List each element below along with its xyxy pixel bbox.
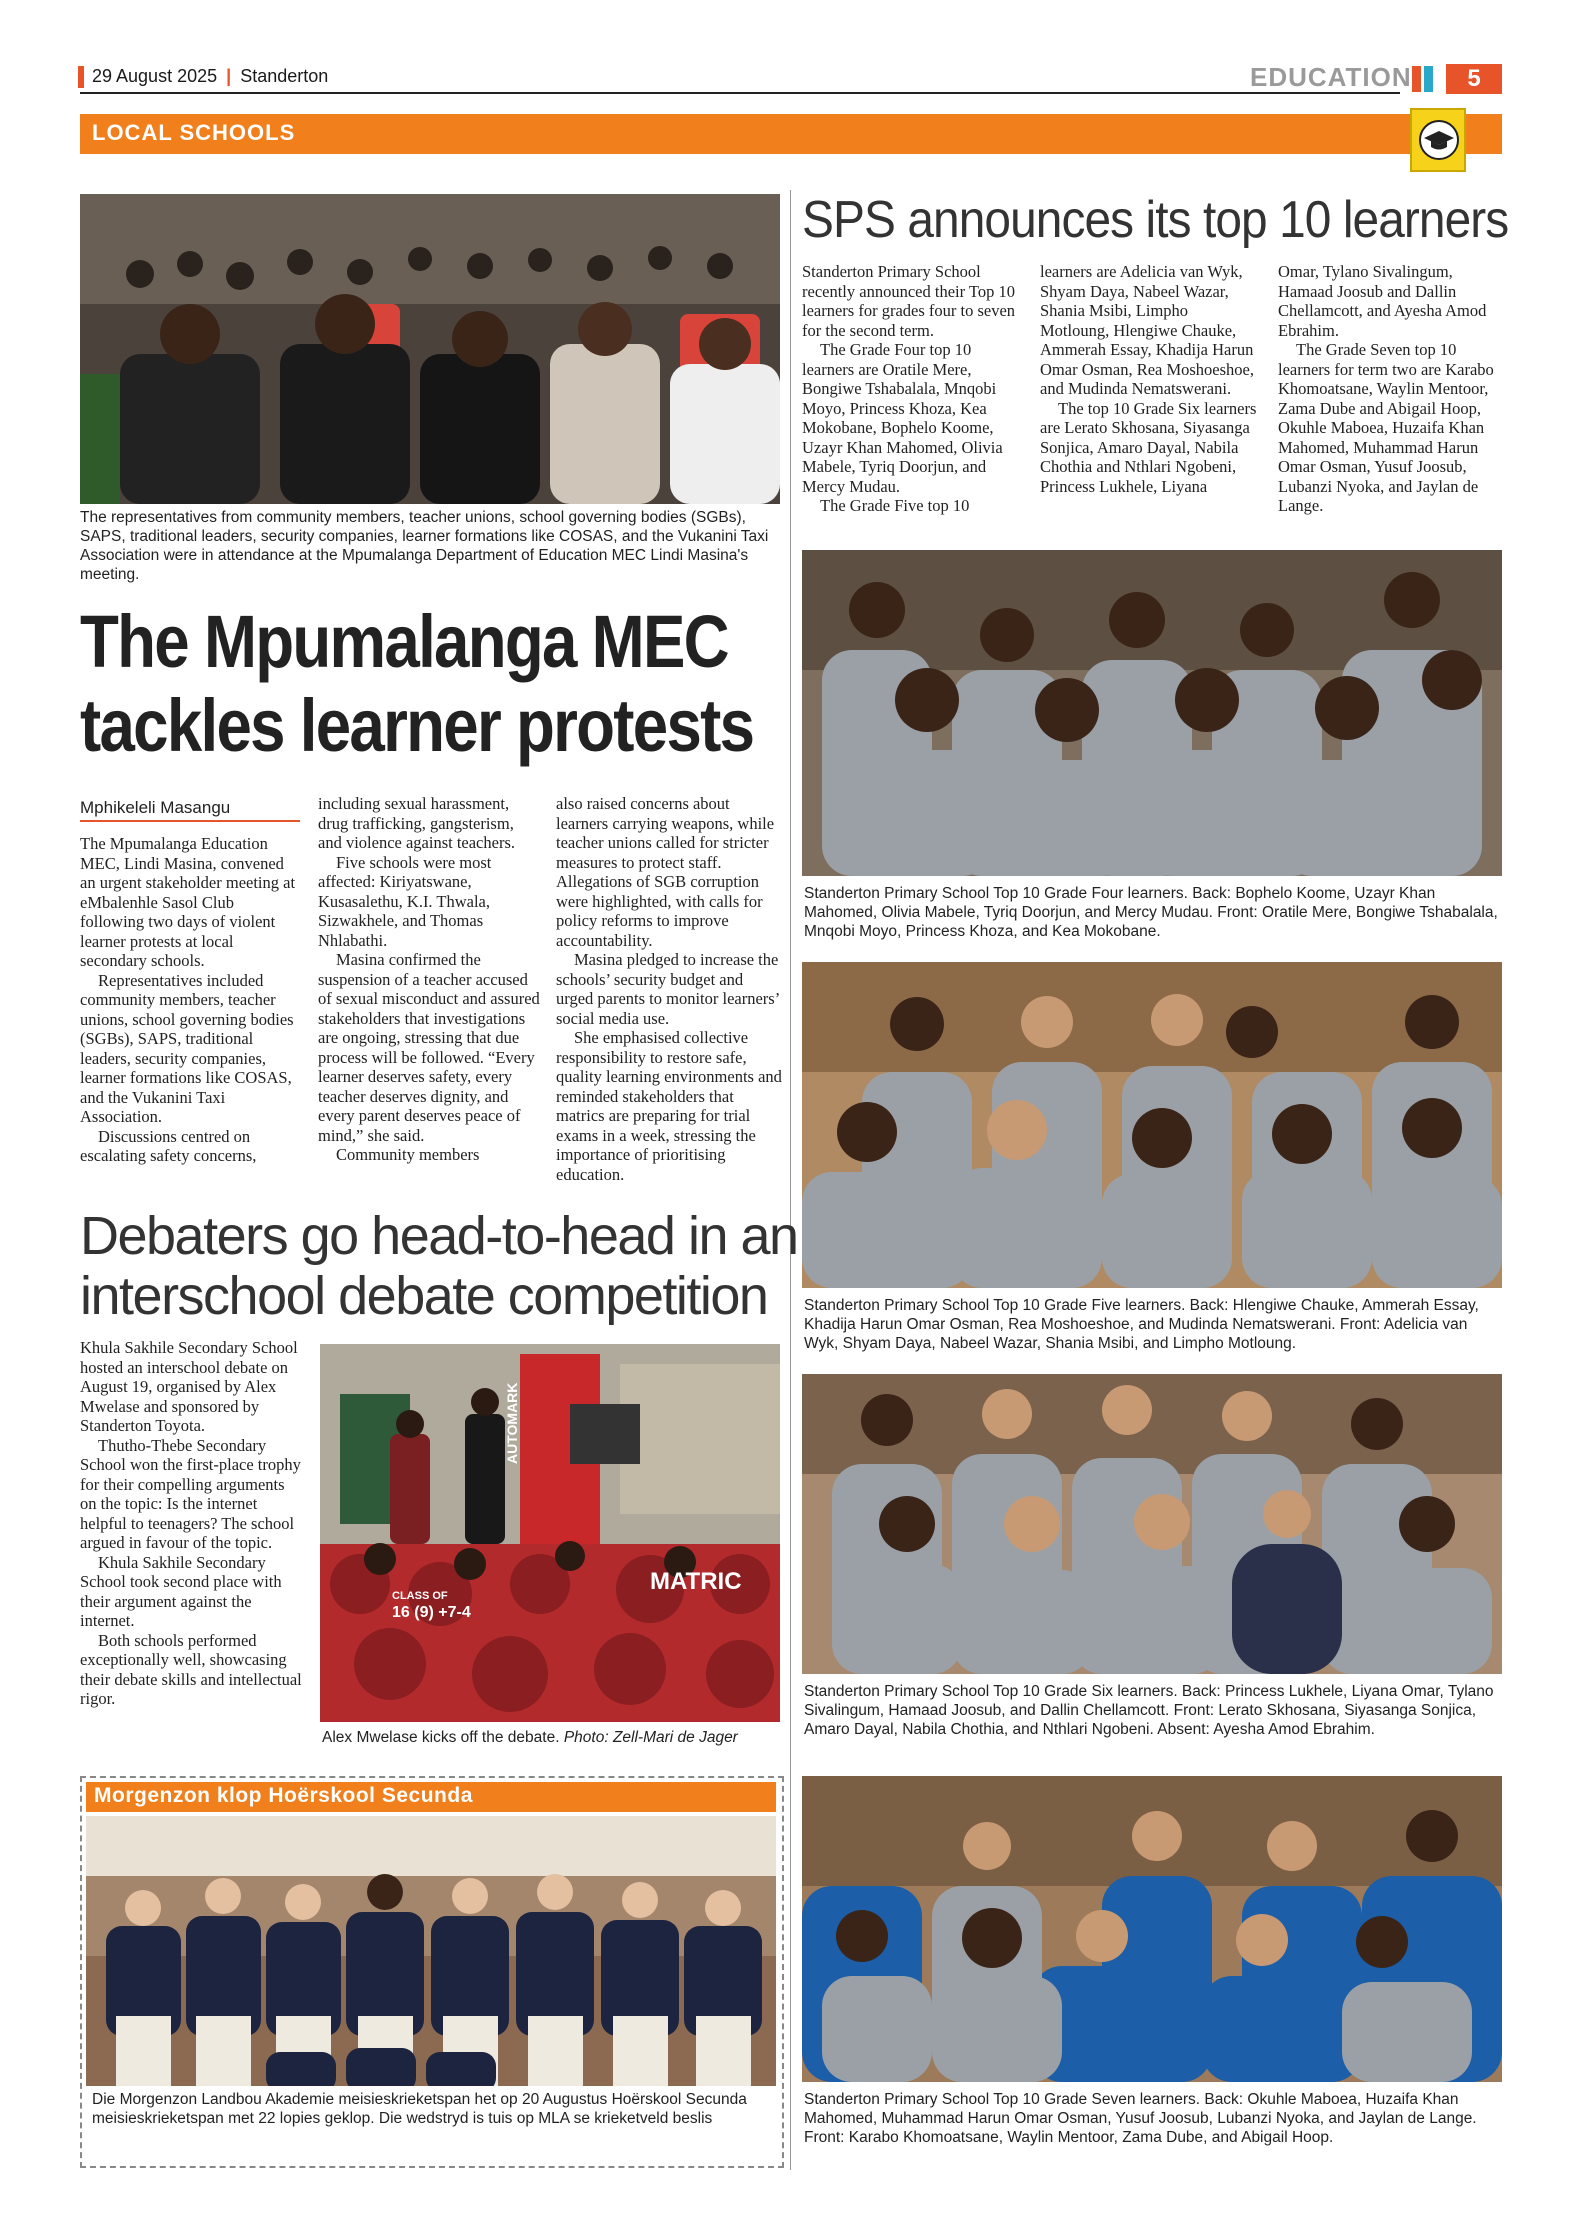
grade-five-caption: Standerton Primary School Top 10 Grade Five learners. Back: Hlengiwe Chauke, Ammerah Essay, Khadija Harun Omar Osman, Rea Moshoeshoe, and Mudinda Nematswerani. Front: Adelicia van Wyk, Shyam Daya, Nabeel Wazar, Shania Msibi, and Limpho Motloung. (804, 1297, 1479, 1352)
header-accent-bar (78, 66, 84, 88)
section-title: EDUCATION (1250, 62, 1412, 92)
mec-c2-p3: Masina confirmed the suspension of a teacher accused of sexual misconduct and assured stakeholders that investigations are ongoing, stressing that due process will be followed. “Every learner deserves safety, every teacher deserves dignity, and every parent deserves peace of mind,” she said. (318, 950, 540, 1145)
debate-photo-caption (322, 1728, 782, 1747)
cricket-team-photo (86, 1816, 776, 2086)
mec-byline: Mphikeleli Masangu (80, 798, 231, 817)
debate-photo-credit: Photo: Zell-Mari de Jager (563, 1729, 738, 1746)
column-divider (790, 190, 791, 2170)
debate-class-text: CLASS OF (392, 1590, 448, 1602)
color-block-blue (1424, 66, 1433, 92)
afrikaans-title: Morgenzon klop Hoërskool Secunda (94, 1784, 473, 1807)
mec-column-2 (318, 794, 540, 1165)
issue-date (92, 66, 328, 87)
graduation-cap-icon (1410, 108, 1466, 172)
sps-c3-p2: The Grade Seven top 10 learners for term two are Karabo Khomoatsane, Waylin Mentoor, Zama Dube and Abigail Hoop, Okuhle Maboea, Huzaifa Khan Mahomed, Muhammad Harun Omar Osman, Yusuf Joosub, Lubanzi Nyoka, and Jaylan de Lange. (1278, 340, 1494, 515)
mec-c1-p1: The Mpumalanga Education MEC, Lindi Masina, convened an urgent stakeholder meeting at eMbalenhle Sasol Club following two days of violent learner protests at local secondary schools. (80, 834, 296, 970)
grade-four-caption: Standerton Primary School Top 10 Grade Four learners. Back: Bophelo Koome, Uzayr Khan Mahomed, Olivia Mabele, Tyriq Doorjun, and Mercy Mudau. Front: Oratile Mere, Bongiwe Tshabalala, Mnqobi Moyo, Princess Khoza, and Kea Mokobane. (804, 885, 1498, 940)
header-rule (80, 92, 1400, 94)
mec-c3-p3: She emphasised collective responsibility to restore safe, quality learning environments and reminded stakeholders that matrics are preparing for trial exams in a week, stressing the importance of prioritising education. (556, 1028, 782, 1184)
debate-headline (80, 1206, 800, 1326)
sps-c1-p2: The Grade Four top 10 learners are Oratile Mere, Bongiwe Tshabalala, Mnqobi Moyo, Princess Khoza, Kea Mokobane, Bophelo Koome, Uzayr Khan Mahomed, Olivia Mabele, Tyriq Doorjun, and Mercy Mudau. (802, 340, 1003, 496)
debate-column (80, 1338, 302, 1709)
section-banner-label: LOCAL SCHOOLS (92, 120, 296, 145)
sps-c1-p3: The Grade Five top 10 (820, 496, 970, 515)
debate-headline-line1: Debaters go head-to-head in an (80, 1206, 798, 1266)
debate-p4: Both schools performed exceptionally well, showcasing their debate skills and intellectual rigor. (80, 1630, 302, 1708)
debate-p3: Khula Sakhile Secondary School took second place with their argument against the internet. (80, 1552, 282, 1630)
cricket-caption: Die Morgenzon Landbou Akademie meisieskrieketspan het op 20 Augustus Hoërskool Secunda meisieskrieketspan met 22 lopies geklop. Die wedstryd is tuis op MLA se krieketveld beslis (92, 2091, 747, 2127)
color-block-orange (1412, 66, 1421, 92)
location-text: Standerton (240, 66, 329, 86)
sps-c1-p1: Standerton Primary School recently announced their Top 10 learners for grades four to seven for the second term. (802, 262, 1016, 340)
debate-caption-text: Alex Mwelase kicks off the debate. (322, 1729, 560, 1746)
grade-six-photo (802, 1374, 1502, 1674)
debate-shirt-text: MATRIC (650, 1568, 742, 1595)
mec-meeting-photo (80, 194, 780, 504)
debate-headline-line2: interschool debate competition (80, 1266, 768, 1326)
grade-six-caption: Standerton Primary School Top 10 Grade Six learners. Back: Princess Lukhele, Liyana Omar, Tylano Sivalingum, Hamaad Joosub, and Dallin Chellamcott. Front: Lerato Skhosana, Siyasanga Sonjica, Amaro Dayal, Nabila Chothia, and Nthlari Ngobeni. Absent: Ayesha Amod Ebrahim. (804, 1683, 1494, 1738)
grade-seven-caption: Standerton Primary School Top 10 Grade Seven learners. Back: Okuhle Maboea, Huzaifa Khan Mahomed, Muhammad Harun Omar Osman, Yusuf Joosub, Lubanzi Nyoka, and Jaylan de Lange. Front: Karabo Khomoatsane, Waylin Mentoor, Zama Dube, and Abigail Hoop. (804, 2091, 1477, 2146)
mec-photo-caption: The representatives from community members, teacher unions, school governing bodies (SGBs), SAPS, traditional leaders, security companies, learner formations like COSAS, and the Vukanini Taxi Association were in attendance at the Mpumalanga Department of Education MEC Lindi Masina's meeting. (80, 509, 769, 583)
debate-banner-text: AUTOMARK (504, 1382, 520, 1464)
page-number: 5 (1446, 64, 1502, 94)
mec-headline-line1: The Mpumalanga MEC (80, 600, 728, 683)
debate-photo (320, 1344, 780, 1722)
mec-column-3 (556, 794, 782, 1184)
color-blocks (1412, 66, 1436, 97)
byline-rule (80, 820, 300, 822)
date-text: 29 August 2025 (92, 66, 218, 86)
sps-c2-p1: learners are Adelicia van Wyk, Shyam Daya, Nabeel Wazar, Shania Msibi, Limpho Motloung, Hlengiwe Chauke, Ammerah Essay, Khadija Harun Omar Osman, Rea Moshoeshoe, and Mudinda Nematswerani. (1040, 262, 1255, 398)
mec-c2-p4: Community members (336, 1145, 480, 1164)
sps-c2-p2: The top 10 Grade Six learners are Lerato Skhosana, Siyasanga Sonjica, Amaro Dayal, Nabila Chothia and Nthlari Ngobeni, Princess Lukhele, Liyana (1040, 398, 1257, 496)
mec-c1-p3: Discussions centred on escalating safety concerns, (80, 1126, 257, 1165)
grade-seven-photo (802, 1776, 1502, 2082)
sps-column-1 (802, 262, 1022, 516)
mec-headline (80, 600, 802, 768)
mec-column-1 (80, 834, 302, 1166)
header-separator: | (226, 66, 232, 86)
debate-class-year: 16 (9) +7-4 (392, 1604, 471, 1621)
mec-c3-p1: also raised concerns about learners carrying weapons, while teacher unions called for stricter measures to protect staff. Allegations of SGB corruption were highlighted, with calls for policy reforms to improve accountability. (556, 794, 775, 950)
sps-c3-p1: Omar, Tylano Sivalingum, Hamaad Joosub and Dallin Chellamcott, and Ayesha Amod Ebrahim. (1278, 262, 1487, 340)
sps-column-3 (1278, 262, 1504, 516)
mec-headline-line2: tackles learner protests (80, 684, 754, 767)
grade-four-photo (802, 550, 1502, 876)
debate-p1: Khula Sakhile Secondary School hosted an interschool debate on August 19, organised by Alex Mwelase and sponsored by Standerton Toyota. (80, 1338, 298, 1435)
debate-p2: Thutho-Thebe Secondary School won the first-place trophy for their compelling arguments on the topic: Is the internet helpful to teenagers? The school argued in favour of the topic. (80, 1435, 301, 1552)
mec-c3-p2: Masina pledged to increase the schools’ security budget and urged parents to monitor learners’ social media use. (556, 950, 779, 1028)
mec-c1-p2: Representatives included community members, teacher unions, school governing bodies (SGBs), SAPS, traditional leaders, security companies, learner formations like COSAS, and the Vukanini Taxi Association. (80, 970, 294, 1126)
grade-five-photo (802, 962, 1502, 1288)
mec-c2-p1: including sexual harassment, drug trafficking, gangsterism, and violence against teachers. (318, 794, 515, 852)
sps-column-2 (1040, 262, 1260, 496)
mec-c2-p2: Five schools were most affected: Kiriyatswane, Kusasalethu, K.I. Thwala, Sizwakhele, and Thomas Nhlabathi. (318, 852, 492, 950)
sps-headline: SPS announces its top 10 learners (802, 191, 1509, 249)
